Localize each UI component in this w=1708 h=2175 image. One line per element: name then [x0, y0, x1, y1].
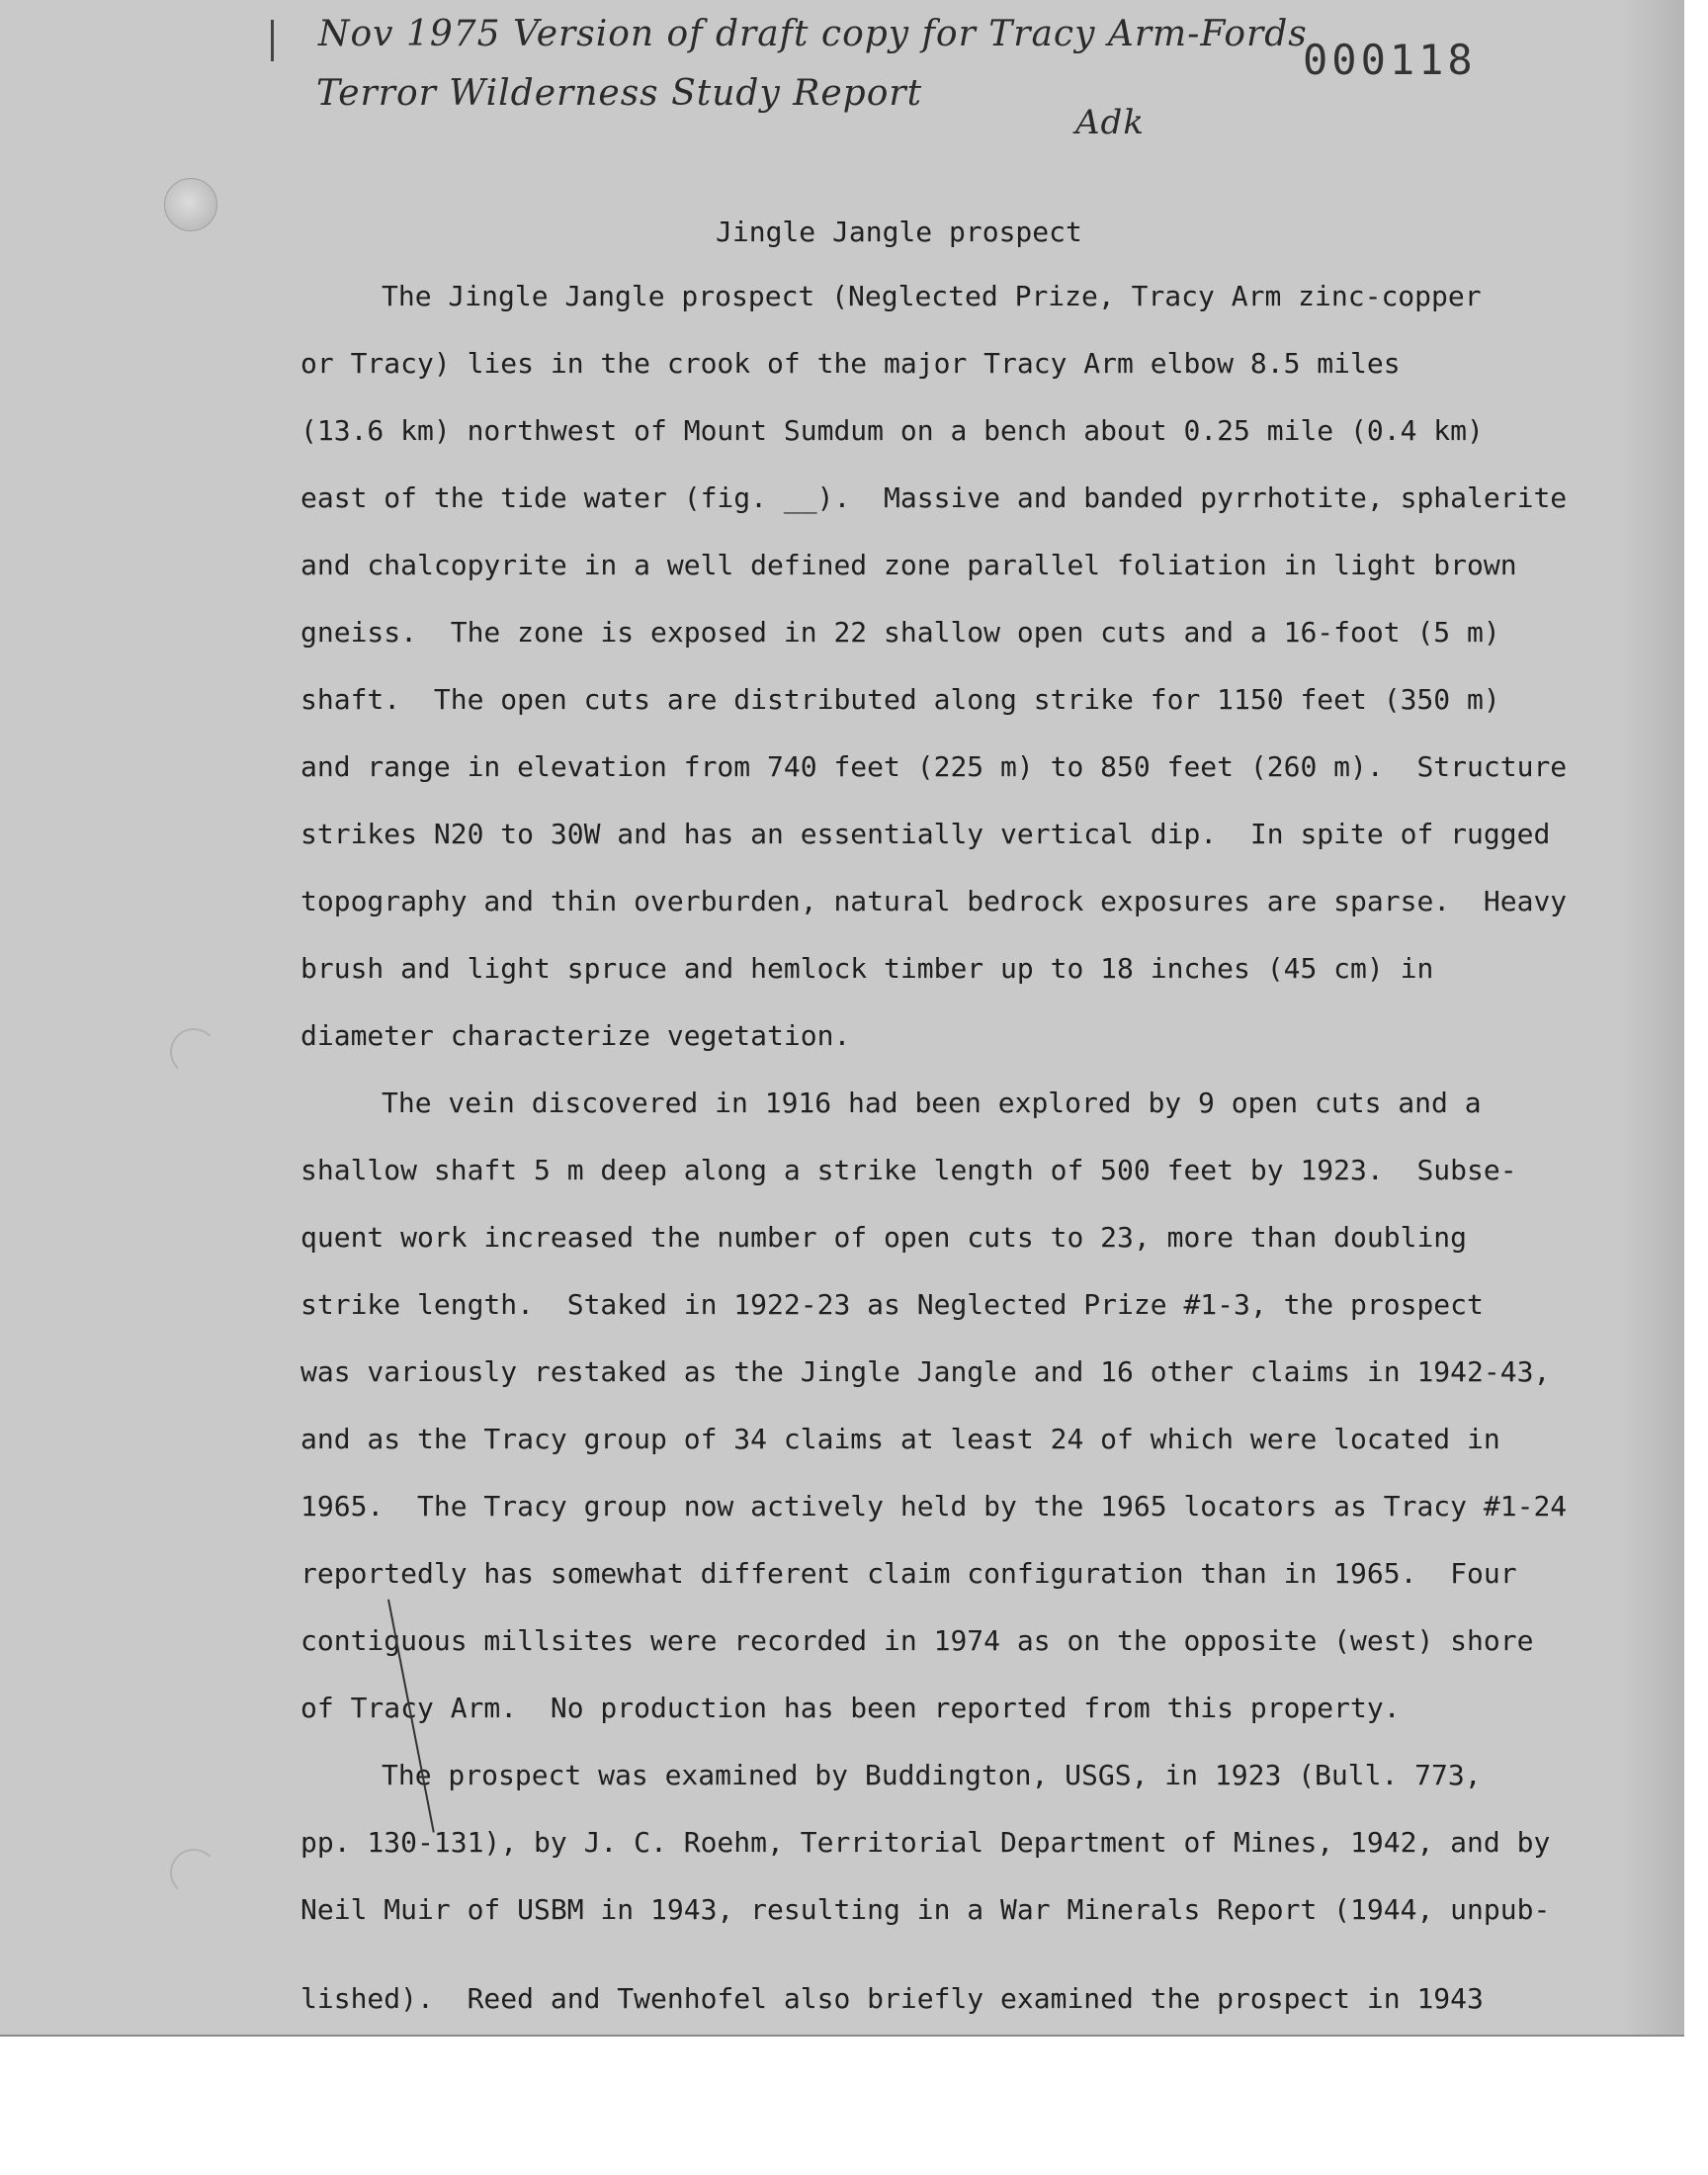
body-line: brush and light spruce and hemlock timber up to 18 inches (45 cm) in [300, 952, 1434, 985]
handwritten-initials: Adk [1075, 103, 1145, 142]
punch-hole-mark [164, 178, 217, 231]
body-line: diameter characterize vegetation. [300, 1019, 851, 1052]
body-line: The Jingle Jangle prospect (Neglected Prize, Tracy Arm zinc-copper [382, 280, 1482, 312]
body-line: Neil Muir of USBM in 1943, resulting in a War Minerals Report (1944, unpub- [300, 1893, 1551, 1926]
body-line: reportedly has somewhat different claim configuration than in 1965. Four [300, 1557, 1517, 1590]
body-line: east of the tide water (fig. __). Massive and banded pyrrhotite, sphalerite [300, 481, 1568, 514]
body-line: shaft. The open cuts are distributed along strike for 1150 feet (350 m) [300, 683, 1500, 716]
punch-hole-mark [170, 1849, 217, 1896]
body-line: lished). Reed and Twenhofel also briefly examined the prospect in 1943 [300, 1982, 1484, 2015]
page-title: Jingle Jangle prospect [716, 216, 1082, 248]
body-line: or Tracy) lies in the crook of the major Tracy Arm elbow 8.5 miles [300, 347, 1401, 380]
page-bottom-edge [0, 2035, 1684, 2037]
body-line: (13.6 km) northwest of Mount Sumdum on a bench about 0.25 mile (0.4 km) [300, 414, 1484, 447]
body-line: and chalcopyrite in a well defined zone parallel foliation in light brown [300, 549, 1517, 581]
body-line: and range in elevation from 740 feet (225 m) to 850 feet (260 m). Structure [300, 750, 1568, 783]
body-line: strikes N20 to 30W and has an essentially vertical dip. In spite of rugged [300, 818, 1551, 850]
margin-pen-mark [271, 20, 274, 61]
body-line: The vein discovered in 1916 had been explored by 9 open cuts and a [382, 1087, 1482, 1119]
scan-edge-shadow [1621, 0, 1684, 2037]
body-line: gneiss. The zone is exposed in 22 shallow open cuts and a 16-foot (5 m) [300, 616, 1500, 649]
punch-hole-mark [170, 1028, 217, 1076]
body-line: The prospect was examined by Buddington, USGS, in 1923 (Bull. 773, [382, 1759, 1482, 1791]
body-line: 1965. The Tracy group now actively held by the 1965 locators as Tracy #1-24 [300, 1490, 1568, 1522]
body-line: contiguous millsites were recorded in 1974 as on the opposite (west) shore [300, 1624, 1534, 1657]
body-line: pp. 130-131), by J. C. Roehm, Territorial Department of Mines, 1942, and by [300, 1826, 1551, 1859]
body-line: of Tracy Arm. No production has been reported from this property. [300, 1692, 1401, 1724]
body-line: topography and thin overburden, natural bedrock exposures are sparse. Heavy [300, 885, 1568, 917]
handwritten-note-line-1: Nov 1975 Version of draft copy for Tracy Arm-Fords [318, 14, 1308, 54]
body-line: and as the Tracy group of 34 claims at least 24 of which were located in [300, 1423, 1500, 1455]
body-line: was variously restaked as the Jingle Jangle and 16 other claims in 1942-43, [300, 1355, 1551, 1388]
body-line: strike length. Staked in 1922-23 as Neglected Prize #1-3, the prospect [300, 1288, 1484, 1321]
body-line: shallow shaft 5 m deep along a strike length of 500 feet by 1923. Subse- [300, 1154, 1517, 1186]
document-number-stamp: 000118 [1303, 36, 1477, 84]
body-line: quent work increased the number of open cuts to 23, more than doubling [300, 1221, 1468, 1254]
handwritten-note-line-2: Terror Wilderness Study Report [316, 73, 923, 114]
